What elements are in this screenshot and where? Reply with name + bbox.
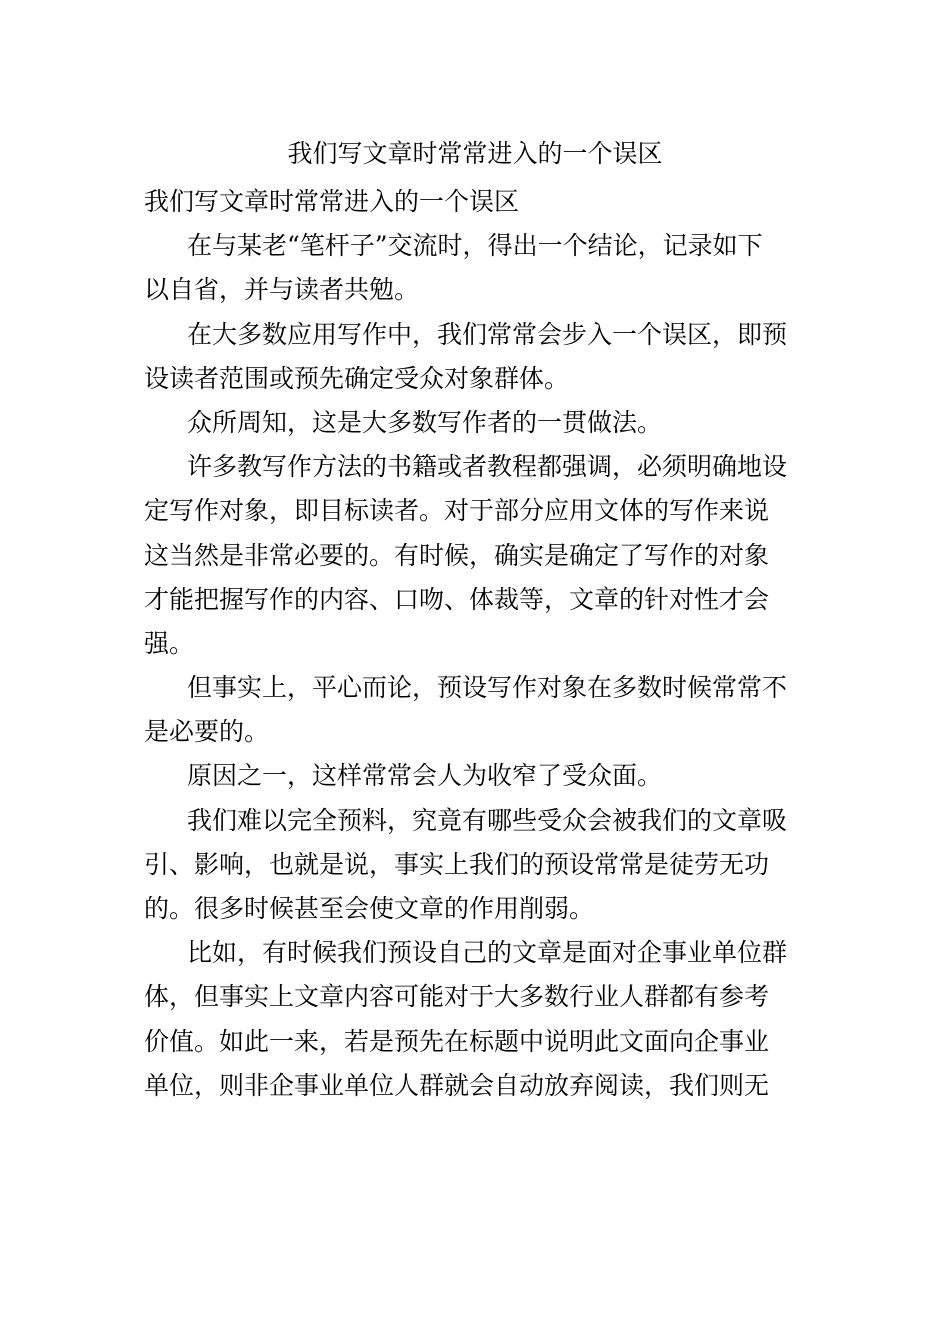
text-line: 设读者范围或预先确定受众对象群体。 (144, 363, 570, 393)
text-line: 许多教写作方法的书籍或者教程都强调，必须明确地设 (187, 452, 788, 482)
text-line: 这当然是非常必要的。有时候，确实是确定了写作的对象 (144, 540, 770, 570)
text-line: 才能把握写作的内容、口吻、体裁等，文章的针对性才会 (144, 584, 770, 614)
text-line: 但事实上，平心而论，预设写作对象在多数时候常常不 (187, 673, 788, 703)
text-line: 强。 (144, 628, 195, 658)
text-line: 引、影响，也就是说，事实上我们的预设常常是徒劳无功 (144, 849, 770, 879)
text-line: 我们难以完全预料，究竟有哪些受众会被我们的文章吸 (187, 805, 788, 835)
text-line: 单位，则非企事业单位人群就会自动放弃阅读，我们则无 (144, 1070, 770, 1100)
text-line: 体，但事实上文章内容可能对于大多数行业人群都有参考 (144, 982, 770, 1012)
text-line: 众所周知，这是大多数写作者的一贯做法。 (187, 407, 663, 437)
text-line: 价值。如此一来，若是预先在标题中说明此文面向企事业 (144, 1026, 770, 1056)
text-line: 原因之一，这样常常会人为收窄了受众面。 (187, 761, 663, 791)
text-line: 以自省，并与读者共勉。 (144, 275, 420, 305)
document-body (144, 180, 844, 1108)
text-line: 是必要的。 (144, 717, 270, 747)
document-title: 我们写文章时常常进入的一个误区 (287, 139, 663, 168)
text-line: 的。很多时候甚至会使文章的作用削弱。 (144, 894, 595, 923)
text-line: 我们写文章时常常进入的一个误区 (144, 187, 520, 216)
text-line: 定写作对象，即目标读者。对于部分应用文体的写作来说 (144, 496, 770, 526)
text-line: 比如，有时候我们预设自己的文章是面对企事业单位群 (187, 938, 788, 968)
text-line: 在大多数应用写作中，我们常常会步入一个误区，即预 (187, 319, 788, 349)
text-line: 在与某老“笔杆子”交流时，得出一个结论，记录如下 (187, 231, 763, 261)
